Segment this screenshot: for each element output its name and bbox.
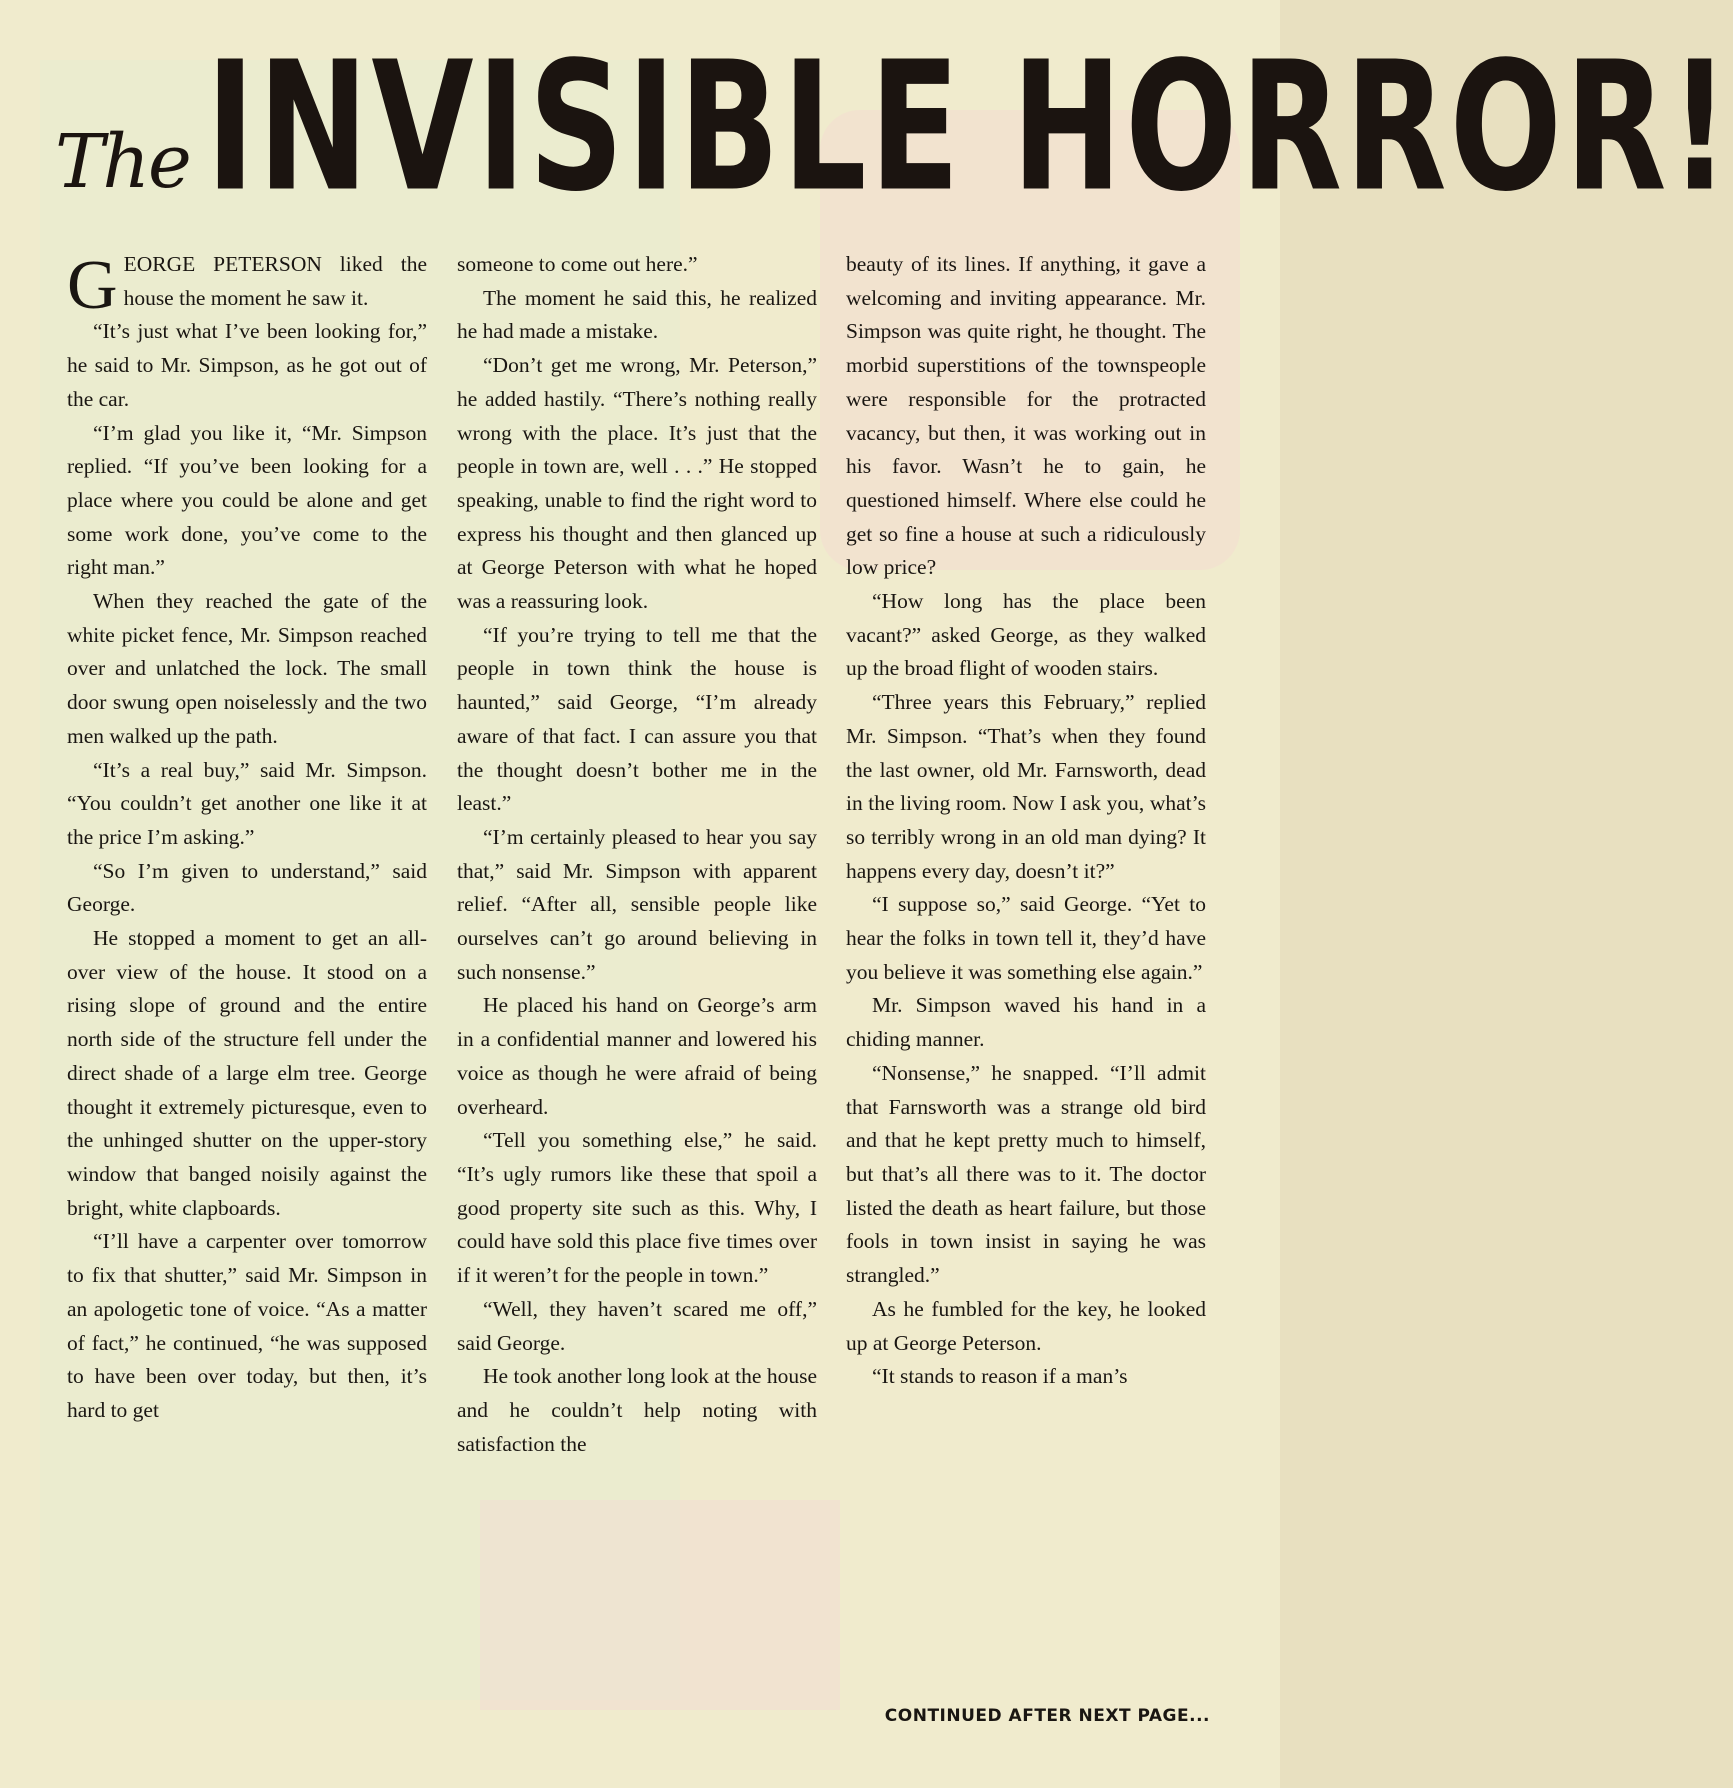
paragraph: someone to come out here.” <box>457 252 698 276</box>
paragraph: GEORGE PETERSON liked the house the moment he saw it. <box>67 247 427 324</box>
background-tint <box>480 1500 840 1710</box>
paragraph: He took another long look at the house and he couldn’t help noting with satisfaction the <box>457 1364 817 1456</box>
paragraph: “It’s just what I’ve been looking for,” he said to Mr. Simpson, as he got out of the car. <box>67 319 427 411</box>
paragraph: “Nonsense,” he snapped. “I’ll admit that Farnsworth was a strange old bird and that he kept pretty much to himself, but that’s all there was to it. The doctor listed the death as heart failure, but those fools in town insist in saying he was strangled.” <box>846 1060 1206 1288</box>
paragraph: beauty of its lines. If anything, it gave a welcoming and inviting appearance. Mr. Simpson was quite right, he thought. The morbid superstitions of the townspeople were responsible for the protracted vacancy, but then, it was working out in his favor. Wasn’t he to gain, he questioned himself. Where else could he get so fine a house at such a ridiculously low price? <box>846 252 1206 580</box>
continued-note: CONTINUED AFTER NEXT PAGE... <box>884 1706 1210 1726</box>
story-title <box>55 23 1733 233</box>
paragraph: “I’m glad you like it, “Mr. Simpson replied. “If you’ve been looking for a place where you could be alone and get some work done, you’ve come to the right man.” <box>67 420 427 580</box>
paragraph: When they reached the gate of the white picket fence, Mr. Simpson reached over and unlatched the lock. The small door swung open noiselessly and the two men walked up the path. <box>67 589 427 748</box>
paragraph: The moment he said this, he realized he had made a mistake. <box>457 285 817 344</box>
paragraph: “How long has the place been vacant?” asked George, as they walked up the broad flight of wooden stairs. <box>846 589 1206 681</box>
paragraph: “It’s a real buy,” said Mr. Simpson. “You couldn’t get another one like it at the price I’m asking.” <box>67 757 427 849</box>
paragraph: “Well, they haven’t scared me off,” said George. <box>457 1296 817 1355</box>
paragraph: He stopped a moment to get an all-over view of the house. It stood on a rising slope of ground and the entire north side of the structure fell under the direct shade of a large elm tree. George thought it extremely picturesque, even to the unhinged shutter on the upper-story window that banged noisily against the bright, white clapboards. <box>67 926 427 1220</box>
paragraph: He placed his hand on George’s arm in a confidential manner and lowered his voice as though he were afraid of being overheard. <box>457 993 817 1119</box>
paragraph: “I’m certainly pleased to hear you say that,” said Mr. Simpson with apparent relief. “After all, sensible people like ourselves can’t go around believing in such nonsense.” <box>457 824 817 984</box>
text-column-3 <box>846 248 1206 1394</box>
paragraph: “Three years this February,” replied Mr. Simpson. “That’s when they found the last owner, old Mr. Farnsworth, dead in the living room. Now I ask you, what’s so terribly wrong in an old man dying? It happens every day, doesn’t it?” <box>846 690 1206 883</box>
paragraph: “I’ll have a carpenter over tomorrow to fix that shutter,” said Mr. Simpson in an apologetic tone of voice. “As a matter of fact,” he continued, “he was supposed to have been over today, but then, it’s hard to get <box>67 1229 427 1422</box>
paragraph: “So I’m given to understand,” said George. <box>67 858 427 917</box>
paragraph: “Tell you something else,” he said. “It’s ugly rumors like these that spoil a good property site such as this. Why, I could have sold this place five times over if it weren’t for the people in town.” <box>457 1128 817 1288</box>
text-column-2 <box>457 248 817 1461</box>
drop-cap: G <box>67 247 118 324</box>
paragraph: “It stands to reason if a man’s <box>872 1364 1128 1389</box>
paragraph: As he fumbled for the key, he looked up at George Peterson. <box>846 1296 1206 1355</box>
paragraph: Mr. Simpson waved his hand in a chiding manner. <box>846 993 1206 1052</box>
paragraph: “Don’t get me wrong, Mr. Peterson,” he added hastily. “There’s nothing really wrong with the place. It’s just that the people in town are, well . . .” He stopped speaking, unable to find the right word to express his thought and then glanced up at George Peterson with what he hoped was a reassuring look. <box>457 353 817 614</box>
paragraph: “If you’re trying to tell me that the people in town think the house is haunted,” said George, “I’m already aware of that fact. I can assure you that the thought doesn’t bother me in the least.” <box>457 622 817 816</box>
title-prefix: The <box>55 119 190 205</box>
paragraph: “I suppose so,” said George. “Yet to hear the folks in town tell it, they’d have you believe it was something else again.” <box>846 892 1206 984</box>
text-column-1 <box>67 248 427 1428</box>
title-main: INVISIBLE HORROR! <box>205 23 1733 232</box>
